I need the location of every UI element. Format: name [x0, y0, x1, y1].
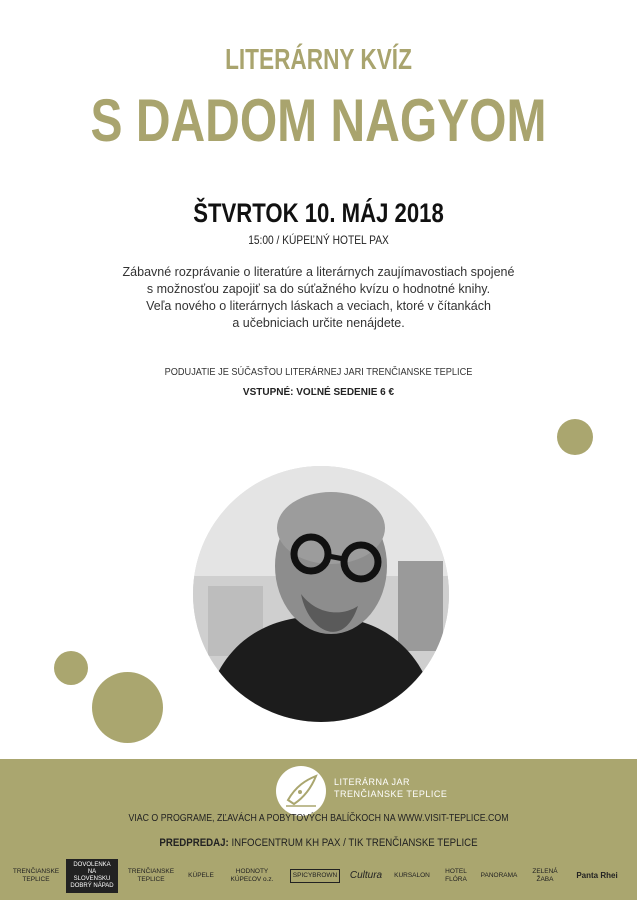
speaker-portrait-icon — [193, 466, 449, 722]
sponsor-name: TRENČIANSKE TEPLICE — [12, 868, 60, 883]
footer-presale — [38, 837, 599, 849]
event-description — [90, 264, 547, 332]
sponsor-name: HOTEL FLÓRA — [445, 868, 467, 883]
description-line: s možnosťou zapojiť sa do súťažného kvízu o hodnotné knihy. — [146, 282, 491, 296]
sponsor-logo — [222, 859, 282, 893]
sponsor-logo — [480, 859, 518, 893]
literarna-jar-logo — [276, 766, 326, 816]
sponsor-name: Panta Rhei — [576, 871, 618, 880]
sponsor-logo — [288, 859, 342, 893]
sponsor-name: KURSALON — [394, 872, 430, 879]
event-time-place: 15:00 / KÚPEĽNÝ HOTEL PAX — [248, 233, 389, 247]
decor-dot-right — [557, 419, 593, 455]
poster-title: S DADOM NAGYOM — [90, 87, 547, 154]
logo-text-line2: TRENČIANSKE TEPLICE — [334, 789, 448, 799]
sponsor-logo — [438, 859, 474, 893]
description-line: a učebniciach určite nenájdete. — [232, 316, 405, 330]
sponsor-name: PANORAMA — [480, 872, 518, 879]
sponsor-name: Cultura — [349, 870, 383, 881]
sponsor-name: SPICYBROWN — [290, 869, 340, 883]
speaker-photo — [193, 466, 449, 722]
logo-text-line1: LITERÁRNA JAR — [334, 777, 411, 787]
sponsor-logo — [124, 859, 178, 893]
sponsor-logo — [66, 859, 118, 893]
sponsor-logo — [390, 859, 434, 893]
presale-value: INFOCENTRUM KH PAX / TIK TRENČIANSKE TEPLICE — [228, 837, 478, 849]
sponsor-name: KÚPELE — [188, 872, 214, 879]
description-line: Zábavné rozprávanie o literatúre a literárnych zaujímavostiach spojené — [122, 265, 515, 279]
sponsor-name: TRENČIANSKE TEPLICE — [127, 868, 175, 883]
description-line: Veľa nového o literárnych láskach a veciach, ktoré v čítankách — [146, 299, 491, 313]
sponsor-name: DOVOLENKA NA SLOVENSKU DOBRÝ NÁPAD — [66, 859, 118, 893]
sponsor-logo — [346, 859, 386, 893]
entry-fee: VSTUPNÉ: VOĽNÉ SEDENIE 6 € — [242, 387, 395, 398]
sponsor-logo — [524, 859, 566, 893]
sponsor-name: HODNOTY KÚPEĽOV o.z. — [230, 868, 274, 883]
pen-nib-icon — [276, 766, 326, 816]
decor-dot-small — [54, 651, 88, 685]
decor-dot-large — [92, 672, 163, 743]
sponsor-logo — [14, 859, 58, 893]
poster-subtitle: LITERÁRNY KVÍZ — [225, 44, 412, 76]
presale-label: PREDPREDAJ: — [159, 837, 229, 849]
footer-info: VIAC O PROGRAME, ZĽAVÁCH A POBYTOVÝCH BALÍČKOCH NA WWW.VISIT-TEPLICE.COM — [128, 813, 509, 824]
footer-band — [0, 759, 637, 900]
sponsor-logo — [184, 859, 218, 893]
sponsor-logo — [572, 859, 622, 893]
event-date: ŠTVRTOK 10. MÁJ 2018 — [193, 198, 444, 228]
event-note: PODUJATIE JE SÚČASŤOU LITERÁRNEJ JARI TRENČIANSKE TEPLICE — [164, 367, 473, 378]
sponsor-logos — [14, 859, 626, 893]
sponsor-name: ZELENÁ ŽABA — [532, 868, 558, 883]
